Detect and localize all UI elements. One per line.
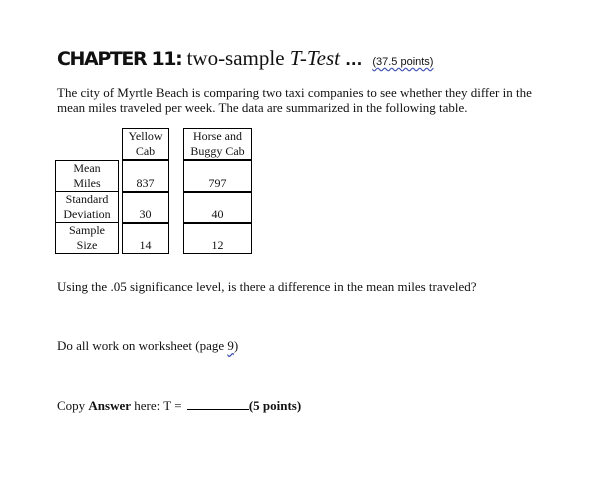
work-instruction [57,338,238,354]
data-table [55,128,252,254]
work-close: ) [233,338,239,353]
answer-bold: Answer [88,398,132,413]
row-label-line1: Standard [65,192,109,206]
table-row [55,192,252,223]
answer-line [57,398,301,414]
problem-statement: The city of Myrtle Beach is comparing two taxi companies to see whether they differ in the mean miles traveled per week. The data are summarized in the following table. [57,85,532,115]
row-label-line2: Size [76,238,98,252]
answer-text-mid: here: T = [131,398,185,413]
page-title [57,44,433,76]
page-number: 9 [227,338,234,353]
answer-blank[interactable] [187,399,249,410]
header-horse-line1: Horse and [193,129,242,143]
work-text: Do all work on worksheet (page [57,338,228,353]
row-label-mean [55,160,119,192]
cell-horse-size: 12 [183,223,252,254]
table-row [55,223,252,254]
row-label-line1: Sample [69,223,105,237]
title-dots: ... [340,51,363,69]
table-row [55,160,252,192]
row-label-line1: Mean [73,161,101,175]
header-yellow-line2: Cab [135,144,156,158]
cell-horse-sd: 40 [183,192,252,223]
answer-points: (5 points) [248,398,302,413]
row-label-line2: Deviation [63,207,111,221]
chapter-label: CHAPTER 11: [57,48,182,70]
row-label-size [55,223,119,254]
cell-yellow-mean: 837 [122,160,169,192]
table-corner [55,128,119,160]
header-horse-buggy-cab [183,128,252,160]
answer-text-pre: Copy [57,398,89,413]
row-label-line2: Miles [73,176,101,190]
header-yellow-line1: Yellow [128,129,163,143]
header-horse-line2: Buggy Cab [190,144,245,158]
row-label-sd [55,192,119,223]
topic-italic: T-Test [289,46,340,70]
question-text: Using the .05 significance level, is there a difference in the mean miles traveled? [57,279,477,294]
topic-text: two-sample [181,46,290,70]
points-label: (37.5 points) [372,56,434,68]
header-yellow-cab [122,128,169,160]
cell-yellow-sd: 30 [122,192,169,223]
cell-yellow-size: 14 [122,223,169,254]
cell-horse-mean: 797 [183,160,252,192]
